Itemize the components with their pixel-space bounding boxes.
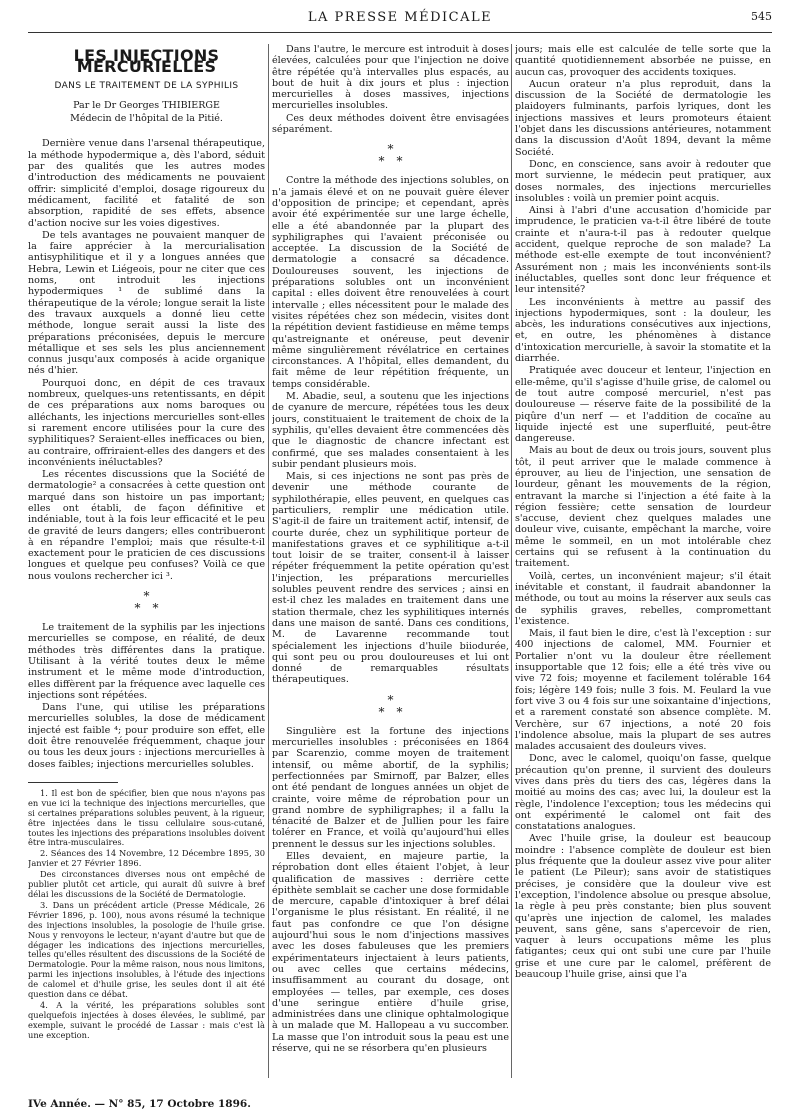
footnotes	[28, 789, 265, 1041]
page-header	[28, 2, 772, 33]
paragraph: Mais au bout de deux ou trois jours, souvent plus tôt, il peut arriver que le malade commence à éprouver, au lieu de l'injection, une sensation de lourdeur, gênant les mouvements de la région, entravant la marche si l'injection a été faite à la région fessière; cette sensation de lourdeur s'accuse, devient chez quelques malades une douleur vive, cuisante, empêchant la marche, voire même le sommeil, en un mot intolérable chez certains qui se refusent à la continuation du traitement.	[515, 445, 771, 570]
paragraph: Avec l'huile grise, la douleur est beaucoup moindre : l'absence complète de douleur est bien plus fréquente que la douleur assez vive pour aliter le patient (Le Pileur); sans avoir de statistiques précises, je considère que la douleur vive est l'exception, l'indolence absolue ou presque absolue, la règle à peu près constante; bien plus souvent qu'après une injection de calomel, les malades peuvent, sans gêne, sans s'apercevoir de rien, vaquer à leurs occupations même les plus fatigantes; ceux qui ont subi une cure par l'huile grise et une cure par le calomel, préfèrent de beaucoup l'huile grise, ainsi que l'a	[515, 833, 771, 981]
paragraph: Le traitement de la syphilis par les injections mercurielles se compose, en réalité, de deux méthodes très différentes dans la pratique. Utilisant à la vérité toutes deux le même instrument et le même mode d'introduction, elles diffèrent par la fréquence avec laquelle ces injections sont répétées.	[28, 622, 265, 701]
article-title: LES INJECTIONS MERCURIELLES	[73, 46, 220, 77]
separator-star: *	[378, 154, 385, 169]
column-divider	[268, 44, 269, 1078]
paragraph: De tels avantages ne pouvaient manquer de la faire apprécier à la mercurialisation antisyphilitique et il y a longues années que Hebra, Lewin et Liégeois, pour ne citer que ces noms, ont introduit les injections hypodermiques ¹ de sublimé dans la thérapeutique de la vérole; longue serait la liste des travaux auxquels a donné lieu cette méthode, longue serait aussi la liste des préparations préconisées, depuis le mercure métallique et ses sels les plus anciennement connus jusqu'aux composés à acide organique nés d'hier.	[28, 229, 265, 377]
author-line: Par le Dr Georges THIBIERGE	[73, 99, 220, 111]
author-affiliation: Médecin de l'hôpital de la Pitié.	[70, 113, 223, 125]
separator-star: *	[387, 142, 394, 157]
section-separator	[272, 143, 509, 167]
paragraph: Singulière est la fortune des injections mercurielles insolubles : préconisées en 1864 par Scarenzio, comme moyen de traitement intensif, ou même abortif, de la syphilis; perfectionnées par Smirnoff, par Balzer, elles ont été pendant de longues années un objet de crainte, voire même de réprobation pour un grand nombre de syphiligraphes; il a fallu la ténacité de Balzer et de Jullien pour les faire tolérer en France, et voilà qu'aujourd'hui elles prennent le dessus sur les injections solubles.	[272, 725, 509, 850]
section-separator	[272, 694, 509, 718]
footnote: Des circonstances diverses nous ont empêché de publier plutôt cet article, qui aurait dû suivre à bref délai les discussions de la Société de Dermatologie.	[28, 869, 265, 899]
paragraph: Dernière venue dans l'arsenal thérapeutique, la méthode hypodermique a, dès l'abord, séduit par des qualités que les autres modes d'introduction des médicaments ne pouvaient offrir: simplicité d'emploi, dosage rigoureux du médicament, facilité et fatalité de son absorption, rapidité de ses effets, absence d'action nocive sur les voies digestives.	[28, 138, 265, 229]
column-2	[272, 44, 509, 1078]
separator-star: *	[143, 589, 150, 604]
paragraph: Elles devaient, en majeure partie, la réprobation dont elles étaient l'objet, à leur qualification de massives : derrière cette épithète semblait se cacher une dose formidable de mercure, capable d'intoxiquer à bref délai l'organisme le plus résistant. En réalité, il ne faut pas confondre ce que l'on désigne aujourd'hui sous le nom d'injections massives avec les doses fabuleuses que les premiers expérimentateurs injectaient à leurs patients, ou avec celles que certains médecins, insuffisamment au courant du dosage, ont employées — telles, par exemple, ces doses d'une seringue entière d'huile grise, administrées dans une clinique ophtalmologique à un malade que M. Hallopeau a vu succomber. La masse que l'on introduit sous la peau est une réserve, qui ne se résorbera qu'en plusieurs	[272, 851, 509, 1055]
paragraph: jours; mais elle est calculée de telle sorte que la quantité quotidiennement absorbée ne puisse, en aucun cas, provoquer des accidents toxiques.	[515, 44, 771, 78]
separator-star: *	[378, 704, 385, 719]
paragraph: Donc, avec le calomel, quoiqu'on fasse, quelque précaution qu'on prenne, il survient des douleurs vives dans près du tiers des cas, légères dans la moitié au moins des cas; avec lui, la douleur est la règle, l'indolence l'exception; tous les médecins qui ont expérimenté le calomel ont fait des constatations analogues.	[515, 753, 771, 833]
paragraph: Contre la méthode des injections solubles, on n'a jamais élevé et on ne pouvait guère élever d'opposition de principe; et cependant, après avoir été expérimentée sur une large échelle, elle a été abandonnée par la plupart des syphiligraphes qui l'avaient préconisée ou acceptée. La discussion de la Société de dermatologie a consacré sa décadence. Douloureuses souvent, les injections de préparations solubles ont un inconvénient capital : elles doivent être renouvelées à court intervalle ; elles nécessitent pour le malade des visites répétées chez son médecin, visites dont la répétition devient fastidieuse en même temps qu'astreignante et onéreuse, peut devenir même singulièrement révélatrice en certaines circonstances. A l'hôpital, elles demandent, du fait même de leur répétition fréquente, un temps considérable.	[272, 175, 509, 390]
separator-star: *	[134, 601, 141, 616]
paragraph: Dans l'autre, le mercure est introduit à doses élevées, calculées pour que l'injection ne doive être répétée qu'à intervalles plus espacés, au bout de huit à dix jours et plus : injection mercurielles à doses massives, injections mercurielles insolubles.	[272, 44, 509, 112]
column-3	[515, 44, 771, 1078]
paragraph: Dans l'une, qui utilise les préparations mercurielles solubles, la dose de médicament injecté est faible ⁴; pour produire son effet, elle doit être renouvelée fréquemment, chaque jour ou tous les deux jours : injections mercurielles à doses faibles; injections mercurielles solubles.	[28, 702, 265, 770]
paragraph: Les récentes discussions que la Société de dermatologie² a consacrées à cette question ont marqué dans son histoire un pas important; elles ont établi, de façon définitive et indéniable, tout à la fois leur efficacité et le peu de gravité de leurs dangers; elles contribueront à en répandre l'emploi; mais que résulte-t-il exactement pour le praticien de ces discussions longues et quelque peu confuses? Voilà ce que nous voulons rechercher ici ³.	[28, 469, 265, 582]
paragraph: Mais, si ces injections ne sont pas près de devenir une méthode courante de syphilothérapie, elles peuvent, en quelques cas particuliers, remplir une médication utile. S'agit-il de faire un traitement actif, intensif, de courte durée, chez un syphilitique porteur de manifestations graves et ce syphilitique a-t-il tout loisir de se traiter, consent-il à laisser répéter fréquemment la petite opération qu'est l'injection, les préparations mercurielles solubles peuvent rendre des services ; ainsi en est-il chez les malades en traitement dans une station thermale, chez les syphilitiques internés dans une maison de santé. Dans ces conditions, M. de Lavarenne recommande tout spécialement les injections d'huile biiodurée, qui sont peu ou prou douloureuses et lui ont donné de remarquables résultats thérapeutiques.	[272, 471, 509, 686]
paragraph: Les inconvénients à mettre au passif des injections hypodermiques, sont : la douleur, les abcès, les indurations consécutives aux injections, et, en outre, les phénomènes à distance d'intoxication mercurielle, à savoir la stomatite et la diarrhée.	[515, 296, 771, 365]
separator-star: *	[396, 704, 403, 719]
paragraph: Aucun orateur n'a plus reproduit, dans la discussion de la Société de dermatologie les plaidoyers fulminants, parfois lyriques, dont les injections massives et leurs promoteurs étaient l'objet dans les discussions antérieures, notamment dans la discussion d'Août 1894, devant la même Société.	[515, 78, 771, 158]
paragraph: Donc, en conscience, sans avoir à redouter que mort survienne, le médecin peut pratiquer, aux doses normales, des injections mercurielles insolubles : voilà un premier point acquis.	[515, 158, 771, 204]
issue-footer: IVe Année. — N° 85, 17 Octobre 1896.	[28, 1098, 251, 1110]
paragraph: Pourquoi donc, en dépit de ces travaux nombreux, quelques-uns retentissants, en dépit de ces préparations aux noms baroques ou alléchants, les injections mercurielles sont-elles si rarement encore utilisées pour la cure des syphilitiques? Seraient-elles inefficaces ou bien, au contraire, offriraient-elles des dangers et des inconvénients inéluctables?	[28, 377, 265, 468]
separator-star: *	[152, 601, 159, 616]
paragraph: Voilà, certes, un inconvénient majeur; s'il était inévitable et constant, il faudrait abandonner la méthode, ou tout au moins la réserver aux seuls cas de syphilis graves, rebelles, compromettant l'existence.	[515, 570, 771, 627]
journal-title: LA PRESSE MÉDICALE	[307, 10, 493, 25]
paragraph: Pratiquée avec douceur et lenteur, l'injection en elle-même, qu'il s'agisse d'huile grise, de calomel ou de tout autre composé mercuriel, n'est pas douloureuse — réserve faite de la possibilité de la piqûre d'un nerf — et l'addition de cocaïne au liquide injecté est une superfluité, peut-être dangereuse.	[515, 365, 771, 445]
footnote: 4. A la vérité, les préparations solubles sont quelquefois injectées à doses élevées, le sublimé, par exemple, suivant le procédé de Lassar : mais c'est là une exception.	[28, 999, 265, 1040]
separator-star: *	[396, 154, 403, 169]
section-separator	[28, 590, 265, 614]
column-divider	[511, 44, 512, 1078]
paragraph: M. Abadie, seul, a soutenu que les injections de cyanure de mercure, répétées tous les deux jours, constituaient le traitement de choix de la syphilis, qu'elles devaient être commencées dès que le diagnostic de chancre infectant est confirmé, que ses malades consentaient à les subir pendant plusieurs mois.	[272, 391, 509, 470]
page-number: 545	[751, 10, 772, 23]
separator-star: *	[387, 692, 394, 707]
column-1	[28, 44, 265, 1078]
paragraph: Ainsi à l'abri d'une accusation d'homicide par imprudence, le praticien va-t-il être libéré de toute crainte et n'aura-t-il pas à redouter quelque accident, quelque reproche de son malade? La méthode est-elle exempte de tout inconvénient? Assurément non ; mais les inconvénients sont-ils inéluctables, quelles sont donc leur fréquence et leur intensité?	[515, 205, 771, 296]
footnote: 2. Séances des 14 Novembre, 12 Décembre 1895, 30 Janvier et 27 Février 1896.	[28, 848, 265, 869]
paragraph: Ces deux méthodes doivent être envisagées séparément.	[272, 112, 509, 136]
footnote: 3. Dans un précédent article (Presse Médicale, 26 Février 1896, p. 100), nous avons résumé la technique des injections insolubles, la posologie de l'huile grise. Nous y renvoyons le lecteur, n'ayant d'autre but que de dégager les indications des injections mercurielles, telles qu'elles résultent des discussions de la Société de Dermatologie. Pour la même raison, nous nous limitons, parmi les injections insolubles, à l'étude des injections de calomel et d'huile grise, les seules dont il ait été question dans ce débat.	[28, 899, 265, 1000]
paragraph: Mais, il faut bien le dire, c'est là l'exception : sur 400 injections de calomel, MM. Fournier et Portalier n'ont vu la douleur être réellement insupportable que 12 fois; elle a été très vive ou vive 72 fois; moyenne et facilement tolérable 164 fois; légère 149 fois; nulle 3 fois. M. Feulard la vue fort vive 3 ou 4 fois sur une soixantaine d'injections, et a rarement constaté son absence complète. M. Verchère, sur 67 injections, a noté 20 fois l'indolence absolue, mais la plupart de ses autres malades accusaient des douleurs vives.	[515, 628, 771, 753]
article-subtitle: DANS LE TRAITEMENT DE LA SYPHILIS	[54, 80, 239, 91]
footnote: 1. Il est bon de spécifier, bien que nous n'ayons pas en vue ici la technique des injections mercurielles, que si certaines préparations solubles peuvent, à la rigueur, être injectées dans le tissu cellulaire sous-cutané, toutes les injections des préparations insolubles doivent être intra-musculaires.	[28, 787, 265, 848]
footnote-rule	[28, 782, 118, 783]
